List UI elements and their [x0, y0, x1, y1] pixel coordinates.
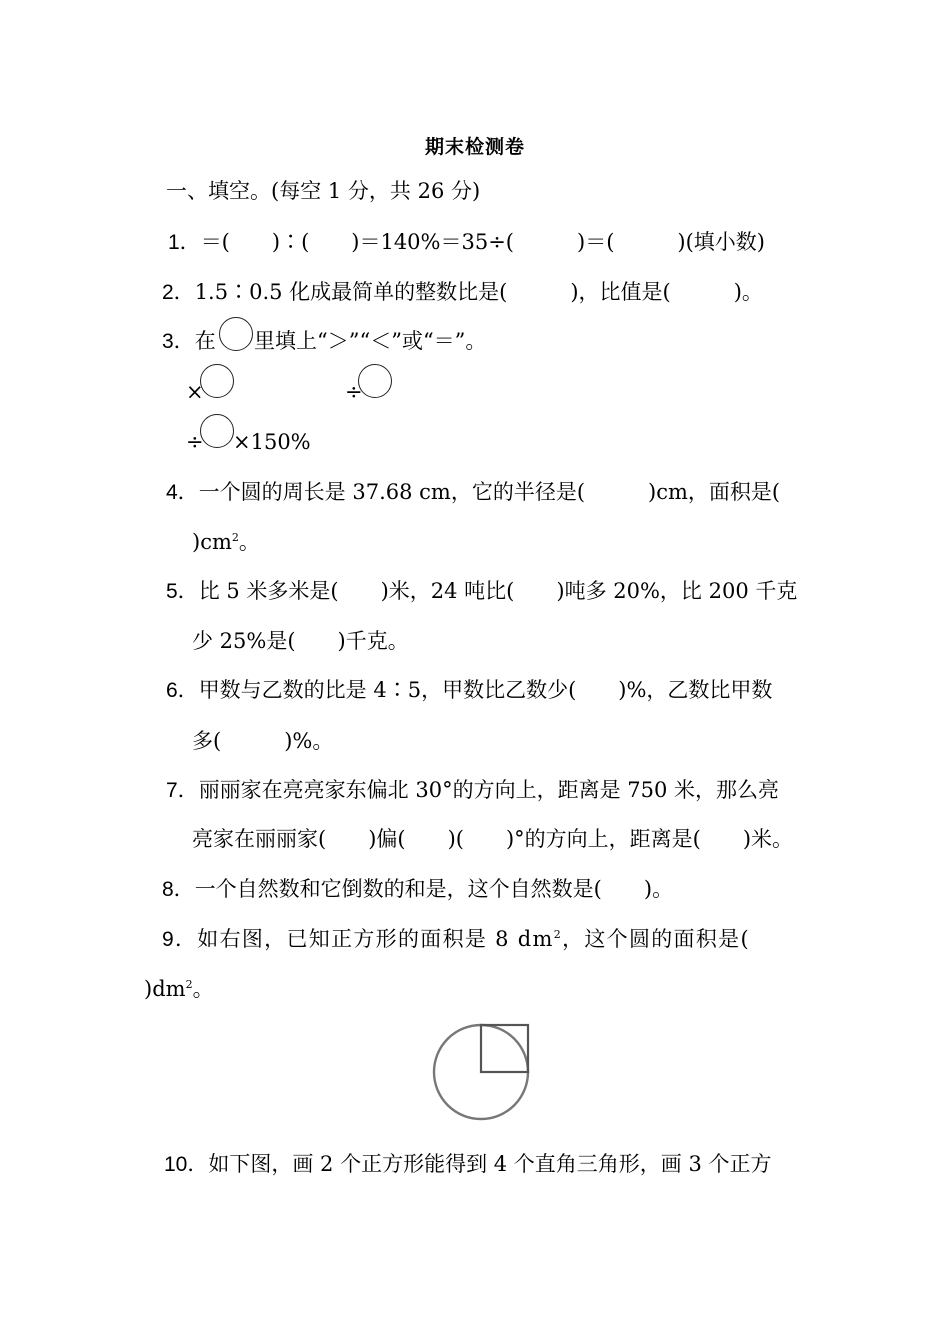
question-8 [162, 876, 673, 903]
question-text: ＝( )∶( )＝140%＝35÷( )＝( )(填小数) [200, 230, 765, 254]
compare-circle [200, 364, 234, 398]
question-4-line2 [192, 529, 260, 555]
question-text-post: 里填上“＞”“＜”或“＝”。 [254, 329, 487, 353]
question-text: ，这个圆的面积是( [562, 927, 750, 951]
question-number: 7． [166, 779, 199, 802]
compare-op: ÷ [186, 430, 204, 454]
question-text: 如下图，画 2 个正方形能得到 4 个直角三角形，画 3 个正方 [208, 1152, 772, 1176]
question-text: 一个自然数和它倒数的和是，这个自然数是( )。 [194, 877, 674, 901]
question-6 [166, 677, 772, 704]
question-text: 1.5∶0.5 化成最简单的整数比是( )，比值是( )。 [194, 280, 763, 304]
superscript: 2 [185, 978, 193, 991]
question-number: 2． [162, 281, 195, 304]
question-9 [162, 926, 750, 953]
question-7-line2: 亮家在丽丽家( )偏( )( )°的方向上，距离是( )米。 [192, 827, 794, 851]
compare-op: ÷ [345, 380, 363, 404]
question-number: 3． [162, 330, 195, 353]
question-number: 8． [162, 878, 195, 901]
question-number: 6． [166, 679, 199, 702]
section-heading: 一、填空。(每空 1 分，共 26 分) [166, 179, 481, 203]
question-5 [166, 578, 797, 605]
question-3 [162, 328, 216, 355]
question-text: )dm [144, 977, 186, 1001]
question-5-line2: 少 25%是( )千克。 [192, 629, 409, 653]
superscript: 2 [553, 928, 563, 941]
question-4 [166, 479, 780, 506]
compare-circle [200, 414, 234, 448]
question-7 [166, 777, 779, 804]
superscript: 2 [231, 531, 239, 544]
compare-circle [358, 364, 392, 398]
question-text: 丽丽家在亮亮家东偏北 30°的方向上，距离是 750 米，那么亮 [198, 778, 780, 802]
question-number: 4． [166, 481, 199, 504]
question-text: 如右图，已知正方形的面积是 8 dm [197, 927, 554, 951]
question-10 [164, 1151, 772, 1178]
question-number: 5． [166, 580, 199, 603]
question-1 [168, 229, 765, 256]
page-title: 期末检测卷 [424, 136, 525, 158]
question-text: 。 [192, 977, 214, 1001]
question-number: 9． [162, 928, 198, 951]
question-text: )cm [192, 530, 232, 554]
compare-op: ×150% [233, 430, 311, 454]
question-number: 1． [168, 231, 201, 254]
question-6-line2: 多( )%。 [192, 729, 334, 753]
question-text: 甲数与乙数的比是 4∶5，甲数比乙数少( )%，乙数比甲数 [198, 678, 773, 702]
compare-circle [219, 317, 253, 351]
question-text: 比 5 米多米是( )米，24 吨比( )吨多 20%，比 200 千克 [198, 579, 798, 603]
question-text-pre: 在 [194, 329, 216, 353]
circle-square-figure [425, 1018, 537, 1124]
question-9-line2 [144, 976, 214, 1002]
question-text: 一个圆的周长是 37.68 cm，它的半径是( )cm，面积是( [198, 480, 781, 504]
question-text: 。 [238, 530, 260, 554]
compare-op: × [186, 380, 204, 404]
question-2 [162, 279, 763, 306]
question-number: 10． [164, 1153, 209, 1176]
